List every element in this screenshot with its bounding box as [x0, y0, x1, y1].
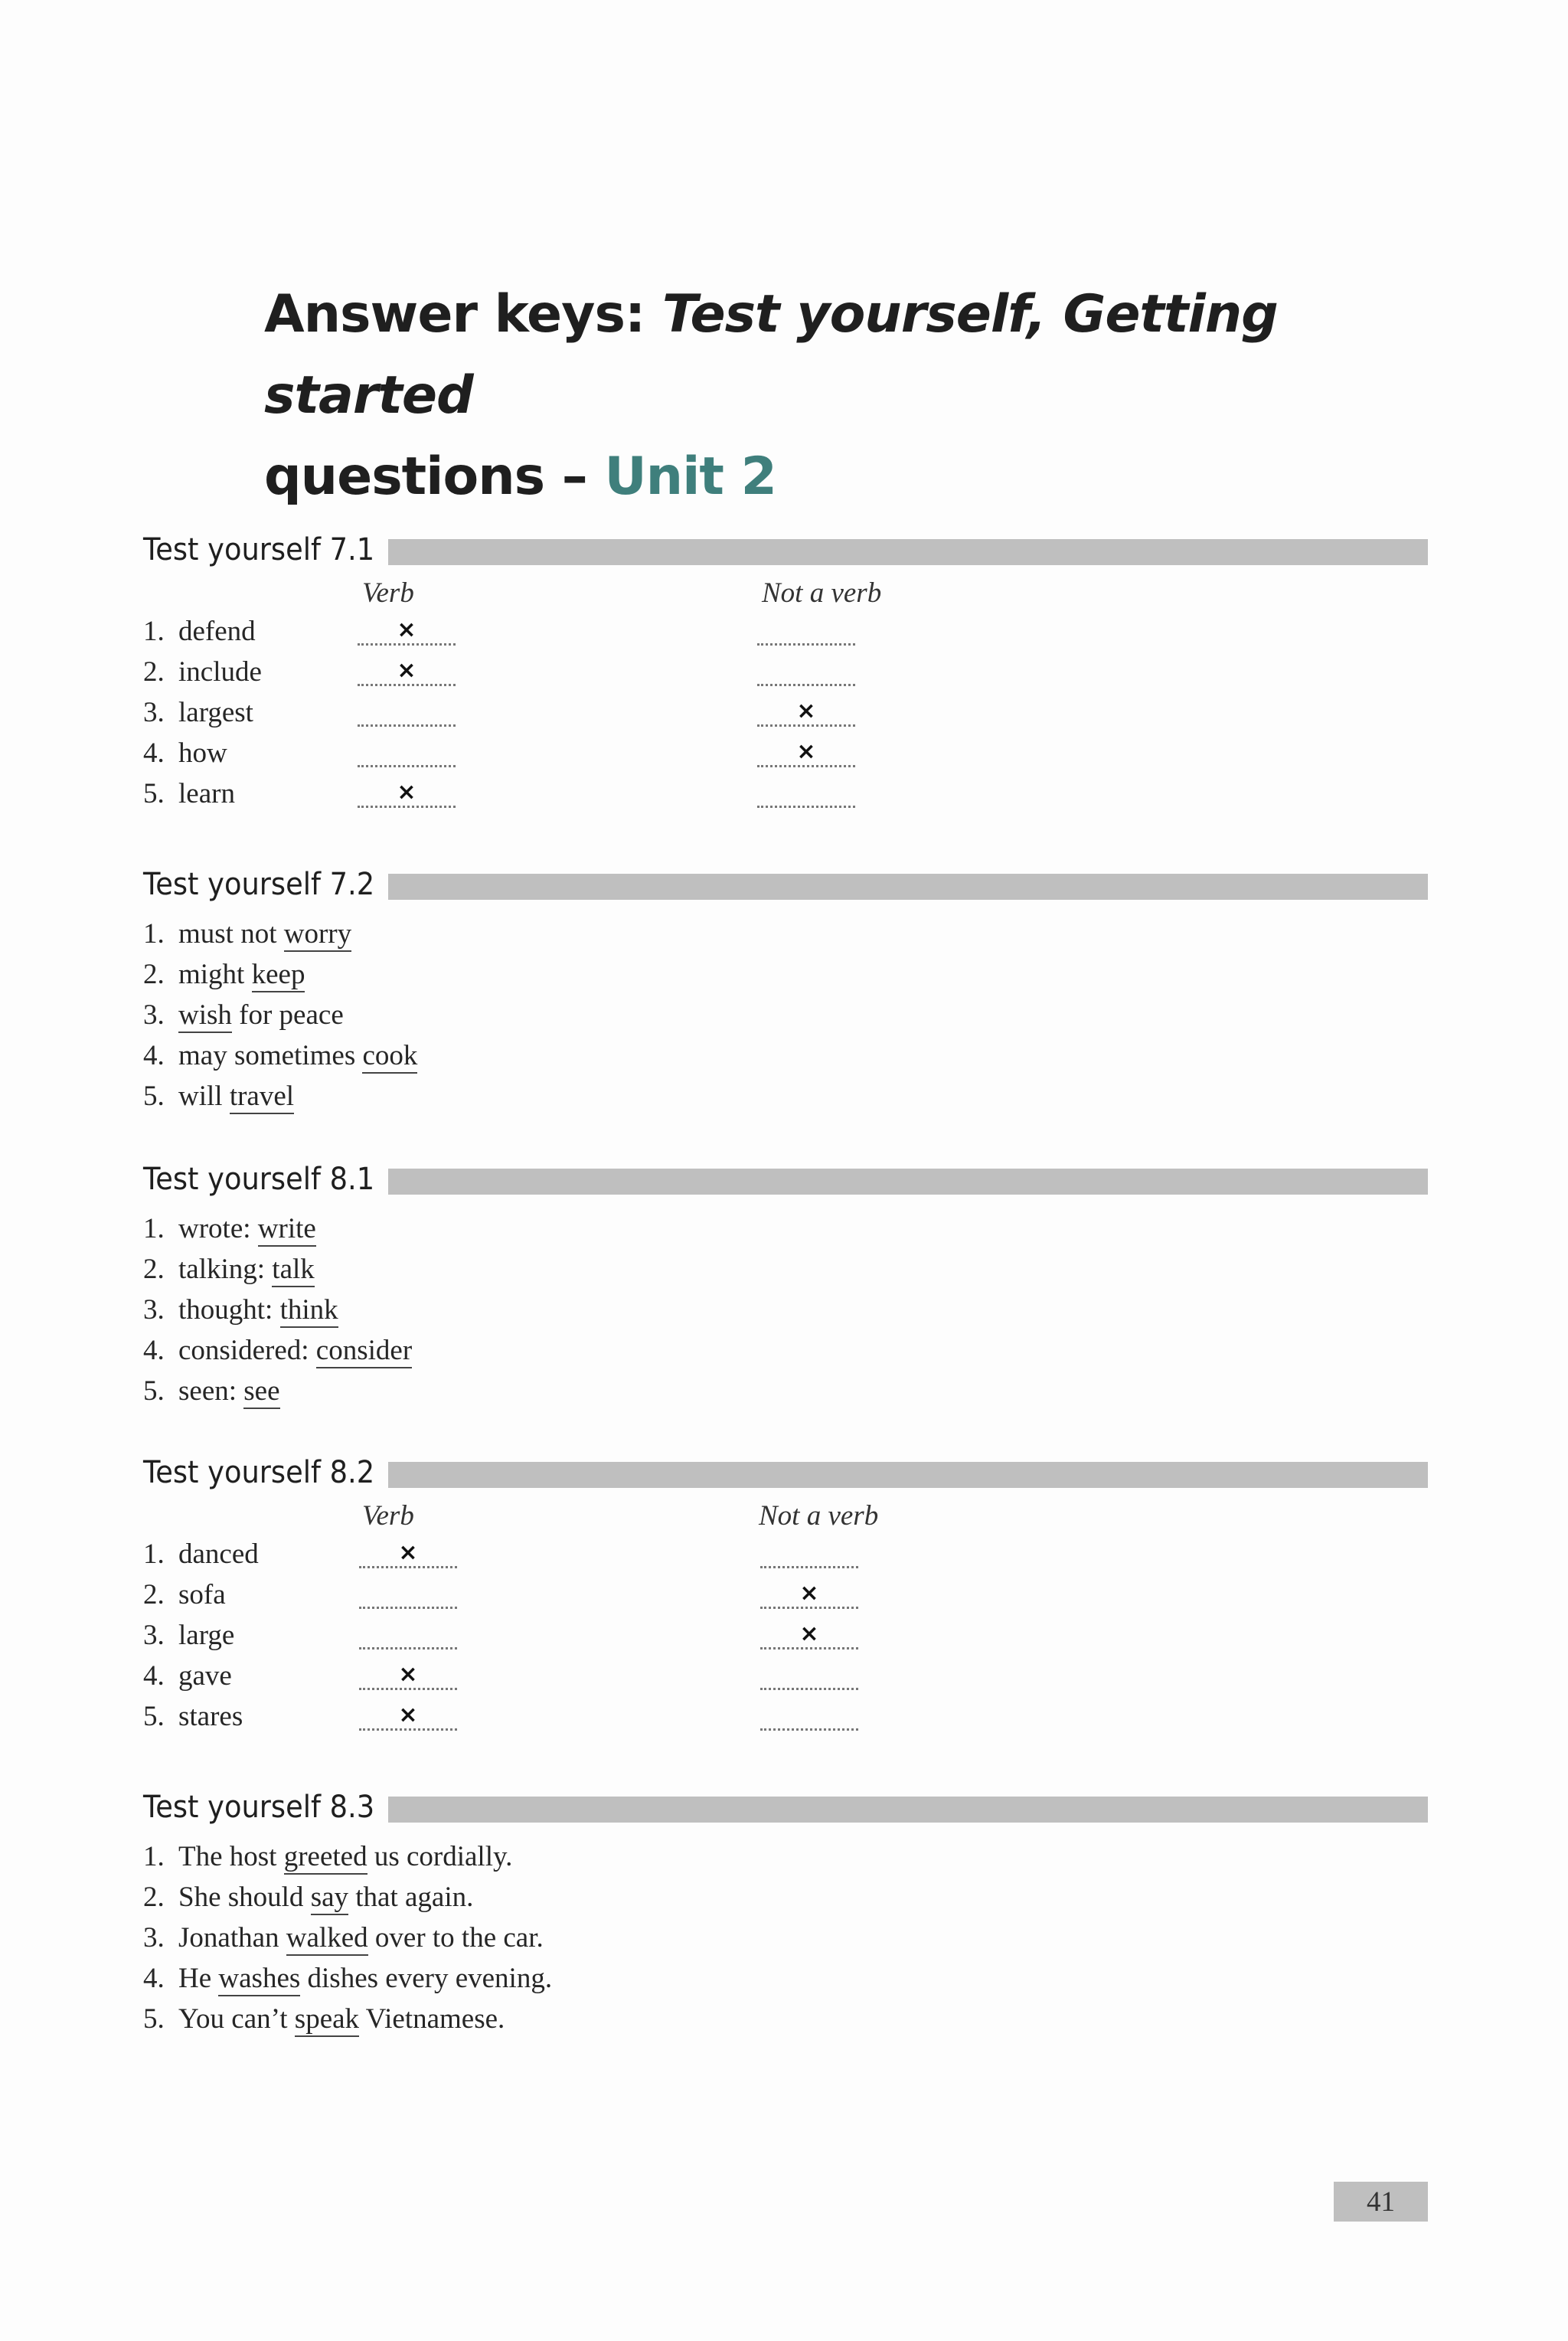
verb-answer-slot: ×	[358, 773, 456, 808]
item-word: defend	[178, 616, 256, 647]
verb-answer-slot: ×	[358, 652, 456, 686]
page-title	[264, 274, 1413, 518]
item-word: learn	[178, 778, 235, 809]
item-number: 2.	[143, 1254, 165, 1285]
item-number: 5.	[143, 1701, 165, 1732]
section-title: Test yourself 8.1	[143, 1162, 375, 1197]
section-header	[143, 528, 1428, 571]
answer-word: keep	[252, 959, 305, 992]
item-number: 4.	[143, 1660, 165, 1692]
section-8-3	[143, 1786, 1428, 2039]
page-number: 41	[1334, 2182, 1428, 2222]
item-number: 4.	[143, 1040, 165, 1071]
item-text: talking: talk	[178, 1249, 315, 1290]
answer-word: speak	[295, 2003, 359, 2037]
item-text: He washes dishes every evening.	[178, 1958, 552, 1999]
section-title: Test yourself 8.2	[143, 1455, 375, 1490]
section-bar	[388, 1797, 1428, 1823]
section-title: Test yourself 7.2	[143, 867, 375, 902]
answer-list	[143, 1208, 1428, 1411]
item-text: Jonathan walked over to the car.	[178, 1918, 544, 1958]
list-item	[143, 1208, 1428, 1249]
item-text: may sometimes cook	[178, 1035, 417, 1076]
item-word: sofa	[178, 1579, 226, 1610]
column-headers	[143, 1494, 1428, 1534]
list-item	[143, 1076, 1428, 1117]
answer-word: think	[280, 1294, 338, 1328]
section-7-1	[143, 528, 1428, 814]
item-number: 1.	[143, 918, 165, 950]
item-number: 5.	[143, 1375, 165, 1407]
answer-list	[143, 1534, 1428, 1737]
section-bar	[388, 1169, 1428, 1195]
verb-answer-slot: ×	[359, 1696, 457, 1731]
not-verb-answer-slot: ×	[757, 733, 855, 767]
not-verb-answer-slot	[757, 611, 855, 646]
not-verb-answer-slot	[760, 1656, 858, 1690]
verb-answer-slot: ×	[359, 1656, 457, 1690]
item-word: stares	[178, 1701, 243, 1732]
item-number: 5.	[143, 778, 165, 809]
list-item	[143, 1615, 1428, 1656]
not-verb-answer-slot	[760, 1534, 858, 1568]
list-item	[143, 1371, 1428, 1411]
item-number: 3.	[143, 1620, 165, 1651]
item-number: 5.	[143, 1081, 165, 1112]
item-number: 1.	[143, 1538, 165, 1570]
list-item	[143, 1836, 1428, 1877]
answer-word: say	[311, 1882, 348, 1915]
item-word: largest	[178, 697, 253, 728]
list-item	[143, 1534, 1428, 1574]
item-number: 4.	[143, 737, 165, 769]
list-item	[143, 733, 1428, 773]
section-header	[143, 1158, 1428, 1201]
item-number: 2.	[143, 1579, 165, 1610]
list-item	[143, 995, 1428, 1035]
list-item	[143, 1877, 1428, 1918]
section-header	[143, 1786, 1428, 1829]
verb-answer-slot	[358, 692, 456, 727]
list-item	[143, 914, 1428, 954]
list-item	[143, 1696, 1428, 1737]
answer-word: greeted	[284, 1841, 368, 1875]
item-word: include	[178, 656, 262, 688]
answer-word: consider	[316, 1335, 412, 1368]
not-verb-answer-slot	[757, 773, 855, 808]
verb-answer-slot	[359, 1574, 457, 1609]
column-headers	[143, 571, 1428, 611]
item-text: wish for peace	[178, 995, 344, 1035]
column-head-verb: Verb	[362, 577, 414, 609]
list-item	[143, 1249, 1428, 1290]
title-part-3: questions –	[264, 446, 605, 507]
answer-word: talk	[272, 1254, 314, 1287]
item-word: gave	[178, 1660, 232, 1692]
item-text: seen: see	[178, 1371, 280, 1411]
list-item	[143, 1958, 1428, 1999]
item-text: wrote: write	[178, 1208, 316, 1249]
list-item	[143, 1290, 1428, 1330]
answer-list	[143, 611, 1428, 814]
not-verb-answer-slot	[757, 652, 855, 686]
not-verb-answer-slot	[760, 1696, 858, 1731]
item-word: large	[178, 1620, 235, 1651]
list-item	[143, 652, 1428, 692]
answer-word: write	[258, 1213, 316, 1247]
section-bar	[388, 874, 1428, 900]
list-item	[143, 1035, 1428, 1076]
item-text: considered: consider	[178, 1330, 412, 1371]
item-word: how	[178, 737, 227, 769]
item-text: might keep	[178, 954, 305, 995]
item-number: 1.	[143, 1841, 165, 1872]
item-number: 3.	[143, 1922, 165, 1954]
item-number: 1.	[143, 1213, 165, 1244]
section-bar	[388, 539, 1428, 565]
answer-list	[143, 1836, 1428, 2039]
section-8-1	[143, 1158, 1428, 1411]
list-item	[143, 1574, 1428, 1615]
item-number: 2.	[143, 959, 165, 990]
list-item	[143, 1918, 1428, 1958]
item-number: 1.	[143, 616, 165, 647]
list-item	[143, 611, 1428, 652]
item-number: 3.	[143, 1294, 165, 1326]
section-7-2	[143, 863, 1428, 1117]
verb-answer-slot	[359, 1615, 457, 1649]
list-item	[143, 954, 1428, 995]
item-text: She should say that again.	[178, 1877, 473, 1918]
title-part-2: Test yourself, Getting started	[264, 283, 1278, 426]
answer-word: see	[243, 1375, 279, 1409]
column-head-not-verb: Not a verb	[759, 1500, 879, 1532]
item-number: 4.	[143, 1963, 165, 1994]
column-head-not-verb: Not a verb	[762, 577, 882, 609]
answer-word: walked	[286, 1922, 368, 1956]
item-number: 3.	[143, 697, 165, 728]
item-number: 2.	[143, 1882, 165, 1913]
answer-word: wish	[178, 999, 232, 1033]
title-unit: Unit 2	[604, 446, 776, 507]
item-word: danced	[178, 1538, 259, 1570]
item-text: You can’t speak Vietnamese.	[178, 1999, 505, 2039]
answer-word: cook	[362, 1040, 417, 1074]
section-header	[143, 863, 1428, 906]
answer-list	[143, 914, 1428, 1117]
item-number: 4.	[143, 1335, 165, 1366]
item-number: 2.	[143, 656, 165, 688]
item-text: must not worry	[178, 914, 351, 954]
not-verb-answer-slot: ×	[757, 692, 855, 727]
answer-word: worry	[284, 918, 351, 952]
list-item	[143, 1999, 1428, 2039]
verb-answer-slot: ×	[359, 1534, 457, 1568]
section-title: Test yourself 8.3	[143, 1790, 375, 1825]
title-part-1: Answer keys:	[264, 283, 662, 345]
answer-word: washes	[218, 1963, 300, 1996]
column-head-verb: Verb	[362, 1500, 414, 1532]
answer-word: travel	[230, 1081, 294, 1114]
not-verb-answer-slot: ×	[760, 1615, 858, 1649]
section-title: Test yourself 7.1	[143, 532, 375, 567]
not-verb-answer-slot: ×	[760, 1574, 858, 1609]
list-item	[143, 1656, 1428, 1696]
verb-answer-slot	[358, 733, 456, 767]
verb-answer-slot: ×	[358, 611, 456, 646]
list-item	[143, 773, 1428, 814]
list-item	[143, 692, 1428, 733]
section-8-2	[143, 1451, 1428, 1737]
section-header	[143, 1451, 1428, 1494]
item-text: will travel	[178, 1076, 294, 1117]
item-number: 5.	[143, 2003, 165, 2035]
section-bar	[388, 1462, 1428, 1488]
item-text: thought: think	[178, 1290, 338, 1330]
item-number: 3.	[143, 999, 165, 1031]
list-item	[143, 1330, 1428, 1371]
item-text: The host greeted us cordially.	[178, 1836, 512, 1877]
